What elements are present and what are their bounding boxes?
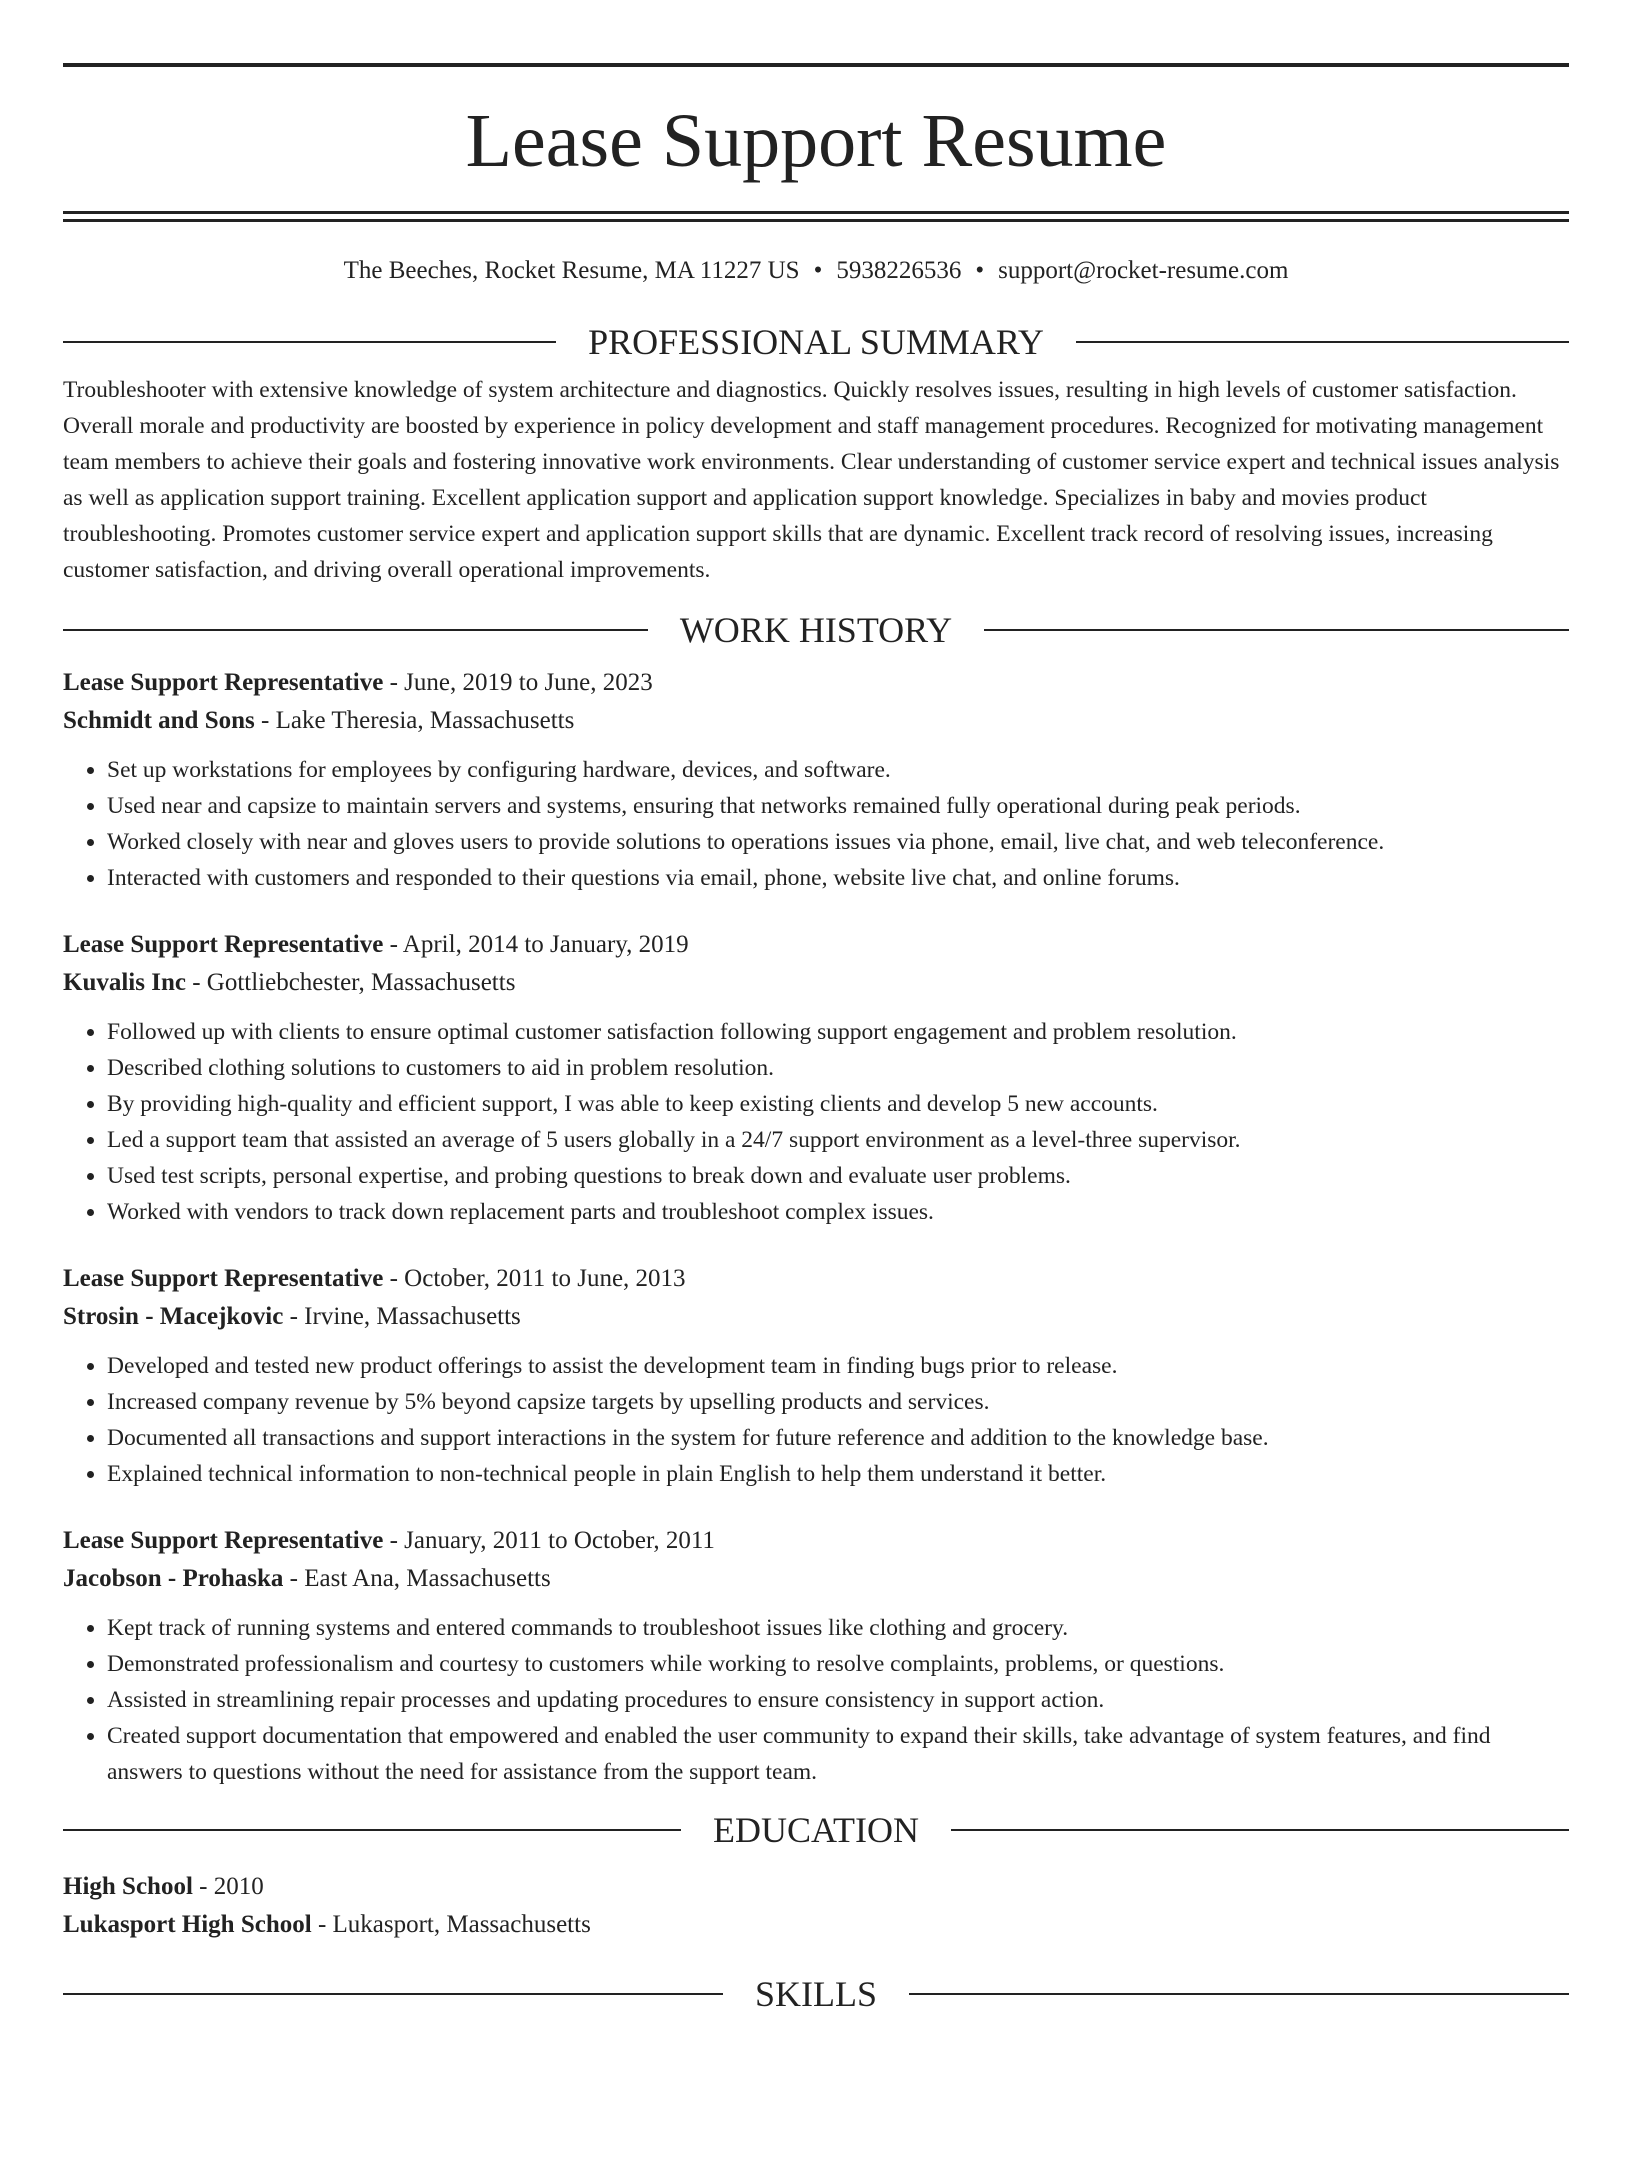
- list-item: • Explained technical information to non-technical people in plain English to help them understand it better.: [107, 1456, 1569, 1492]
- job-company-line: [63, 1560, 1569, 1598]
- job-dates: - April, 2014 to January, 2019: [383, 931, 689, 958]
- contact-line: [63, 256, 1569, 286]
- job-location: - Gottliebchester, Massachusetts: [185, 969, 516, 996]
- list-item: • Documented all transactions and support interactions in the system for future reference and addition to the knowledge base.: [107, 1420, 1569, 1456]
- job-company-line: [63, 702, 1569, 740]
- job-location: - Lake Theresia, Massachusetts: [254, 707, 575, 734]
- job-company: Kuvalis Inc: [63, 969, 186, 996]
- job-company-line: [63, 964, 1569, 1002]
- job-dates: - January, 2011 to October, 2011: [383, 1527, 715, 1554]
- list-item: • Led a support team that assisted an average of 5 users globally in a 24/7 support environment as a level-three supervisor.: [107, 1122, 1569, 1158]
- list-item: • By providing high-quality and efficient support, I was able to keep existing clients and develop 5 new accounts.: [107, 1086, 1569, 1122]
- job-title: Lease Support Representative: [63, 1265, 384, 1292]
- list-item: • Interacted with customers and responded to their questions via email, phone, website live chat, and online forums.: [107, 860, 1569, 896]
- list-item: • Demonstrated professionalism and courtesy to customers while working to resolve complaints, problems, or questions.: [107, 1646, 1569, 1682]
- job-title-line: [63, 1522, 1569, 1560]
- education-entry: [63, 1868, 1569, 1944]
- contact-separator: •: [975, 257, 985, 284]
- section-rule: [63, 341, 556, 343]
- education-degree-line: [63, 1868, 1569, 1906]
- job-title-line: [63, 926, 1569, 964]
- list-item: • Kept track of running systems and entered commands to troubleshoot issues like clothing and grocery.: [107, 1610, 1569, 1646]
- education-school-line: [63, 1906, 1569, 1944]
- section-rule: [63, 629, 648, 631]
- list-item: • Worked with vendors to track down replacement parts and troubleshoot complex issues.: [107, 1194, 1569, 1230]
- section-rule: [984, 629, 1569, 631]
- education-location: - Lukasport, Massachusetts: [311, 1911, 591, 1938]
- section-title: EDUCATION: [713, 1810, 919, 1850]
- section-title: PROFESSIONAL SUMMARY: [588, 322, 1044, 362]
- contact-address: The Beeches, Rocket Resume, MA 11227 US: [343, 257, 800, 284]
- contact-separator: •: [813, 257, 823, 284]
- section-header-summary: [63, 322, 1569, 362]
- job-bullets: [63, 1348, 1569, 1492]
- list-item: • Described clothing solutions to customers to aid in problem resolution.: [107, 1050, 1569, 1086]
- section-title: SKILLS: [755, 1974, 878, 2014]
- education-degree: High School: [63, 1873, 193, 1900]
- job-entry: [63, 664, 1569, 896]
- job-title-line: [63, 1260, 1569, 1298]
- education-year: - 2010: [192, 1873, 264, 1900]
- list-item: • Increased company revenue by 5% beyond capsize targets by upselling products and services.: [107, 1384, 1569, 1420]
- resume-title: Lease Support Resume: [465, 99, 1167, 183]
- list-item: • Assisted in streamlining repair processes and updating procedures to ensure consistency in support action.: [107, 1682, 1569, 1718]
- list-item: • Used near and capsize to maintain servers and systems, ensuring that networks remained fully operational during peak periods.: [107, 788, 1569, 824]
- job-bullets: [63, 752, 1569, 896]
- list-item: • Created support documentation that empowered and enabled the user community to expand their skills, take advantage of system features, and find answers to questions without the need for assistance from the support team.: [107, 1718, 1569, 1790]
- contact-email: support@rocket-resume.com: [998, 257, 1289, 284]
- section-header-education: [63, 1810, 1569, 1850]
- list-item: • Followed up with clients to ensure optimal customer satisfaction following support engagement and problem resolution.: [107, 1014, 1569, 1050]
- section-rule: [951, 1829, 1569, 1831]
- summary-text: Troubleshooter with extensive knowledge of system architecture and diagnostics. Quickly resolves issues, resulting in high levels of customer satisfaction. Overall morale and productivity are boosted by experience in policy development and staff management procedures. Recognized for motivating management team members to achieve their goals and fostering innovative work environments. Clear understanding of customer service expert and technical issues analysis as well as application support training. Excellent application support and application support knowledge. Specializes in baby and movies product troubleshooting. Promotes customer service expert and application support skills that are dynamic. Excellent track record of resolving issues, increasing customer satisfaction, and driving overall operational improvements.: [63, 377, 1560, 583]
- section-rule: [909, 1993, 1569, 1995]
- top-rule: [63, 63, 1569, 67]
- job-location: - East Ana, Massachusetts: [283, 1565, 551, 1592]
- job-entry: [63, 1522, 1569, 1790]
- resume-page: [0, 63, 1632, 2175]
- list-item: • Developed and tested new product offerings to assist the development team in finding bugs prior to release.: [107, 1348, 1569, 1384]
- job-dates: - October, 2011 to June, 2013: [383, 1265, 686, 1292]
- job-list: [63, 664, 1569, 1790]
- job-company: Jacobson - Prohaska: [63, 1565, 284, 1592]
- section-rule: [63, 1829, 681, 1831]
- job-title: Lease Support Representative: [63, 931, 384, 958]
- job-entry: [63, 926, 1569, 1230]
- job-entry: [63, 1260, 1569, 1492]
- list-item: • Worked closely with near and gloves users to provide solutions to operations issues via phone, email, live chat, and web teleconference.: [107, 824, 1569, 860]
- job-company-line: [63, 1298, 1569, 1336]
- title-double-rule: [63, 211, 1569, 222]
- job-company: Strosin - Macejkovic: [63, 1303, 284, 1330]
- list-item: • Used test scripts, personal expertise, and probing questions to break down and evaluate user problems.: [107, 1158, 1569, 1194]
- education-school: Lukasport High School: [63, 1911, 312, 1938]
- contact-phone: 5938226536: [836, 257, 962, 284]
- job-location: - Irvine, Massachusetts: [283, 1303, 521, 1330]
- list-item: • Set up workstations for employees by configuring hardware, devices, and software.: [107, 752, 1569, 788]
- section-header-skills: [63, 1974, 1569, 2014]
- job-title-line: [63, 664, 1569, 702]
- section-rule: [1076, 341, 1569, 343]
- job-dates: - June, 2019 to June, 2023: [383, 669, 653, 696]
- job-company: Schmidt and Sons: [63, 707, 255, 734]
- job-title: Lease Support Representative: [63, 669, 384, 696]
- section-rule: [63, 1993, 723, 1995]
- job-bullets: [63, 1610, 1569, 1790]
- job-title: Lease Support Representative: [63, 1527, 384, 1554]
- section-title: WORK HISTORY: [679, 610, 953, 650]
- job-bullets: [63, 1014, 1569, 1230]
- section-header-work: [63, 610, 1569, 650]
